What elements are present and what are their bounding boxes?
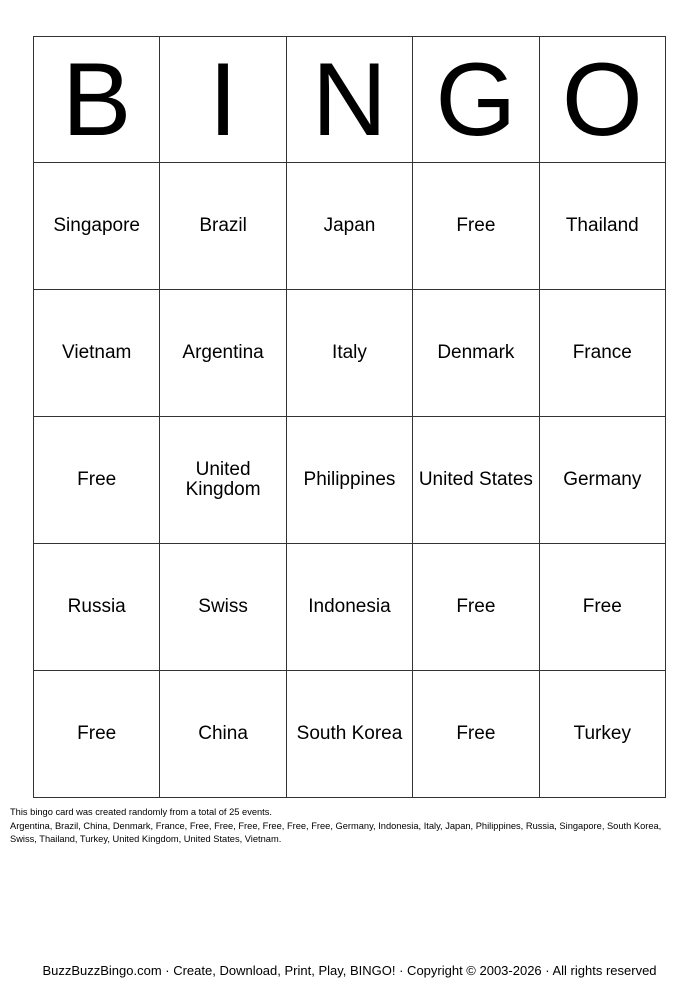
bingo-cell: Swiss xyxy=(160,544,286,671)
bingo-cell: Philippines xyxy=(286,417,412,544)
card-row-3 xyxy=(34,417,666,544)
card-info xyxy=(10,806,685,847)
bingo-cell: Turkey xyxy=(539,671,665,798)
card-row-5 xyxy=(34,671,666,798)
bingo-card xyxy=(33,36,666,798)
bingo-cell: Free xyxy=(34,417,160,544)
card-row-4 xyxy=(34,544,666,671)
bingo-cell: France xyxy=(539,290,665,417)
bingo-cell: Free xyxy=(34,671,160,798)
bingo-cell: Free xyxy=(539,544,665,671)
header-letter-g: G xyxy=(413,37,539,163)
bingo-cell: Singapore xyxy=(34,163,160,290)
header-letter-o: O xyxy=(539,37,665,163)
bingo-cell: Denmark xyxy=(413,290,539,417)
header-letter-b: B xyxy=(34,37,160,163)
card-row-2 xyxy=(34,290,666,417)
bingo-cell: South Korea xyxy=(286,671,412,798)
bingo-cell: Germany xyxy=(539,417,665,544)
header-letter-i: I xyxy=(160,37,286,163)
footer-copyright: BuzzBuzzBingo.com · Create, Download, Print, Play, BINGO! · Copyright © 2003-2026 · All rights reserved xyxy=(42,963,657,978)
bingo-cell: Brazil xyxy=(160,163,286,290)
bingo-cell: Thailand xyxy=(539,163,665,290)
card-info-summary: This bingo card was created randomly from a total of 25 events. xyxy=(10,807,272,817)
bingo-cell: Free xyxy=(413,163,539,290)
bingo-cell: Italy xyxy=(286,290,412,417)
card-info-event-list: Argentina, Brazil, China, Denmark, France, Free, Free, Free, Free, Free, Free, Germany, Indonesia, Italy, Japan, Philippines, Russia, Singapore, South Korea, Swiss, Thailand, Turkey, United Kingdom, United States, Vietnam. xyxy=(10,820,662,844)
bingo-cell: Indonesia xyxy=(286,544,412,671)
bingo-cell: Vietnam xyxy=(34,290,160,417)
bingo-cell: United Kingdom xyxy=(160,417,286,544)
bingo-cell: Free xyxy=(413,671,539,798)
card-row-1 xyxy=(34,163,666,290)
header-letter-n: N xyxy=(286,37,412,163)
bingo-cell: Japan xyxy=(286,163,412,290)
bingo-cell: China xyxy=(160,671,286,798)
bingo-cell: United States xyxy=(413,417,539,544)
header-row xyxy=(34,37,666,163)
bingo-cell: Free xyxy=(413,544,539,671)
bingo-cell: Argentina xyxy=(160,290,286,417)
bingo-cell: Russia xyxy=(34,544,160,671)
